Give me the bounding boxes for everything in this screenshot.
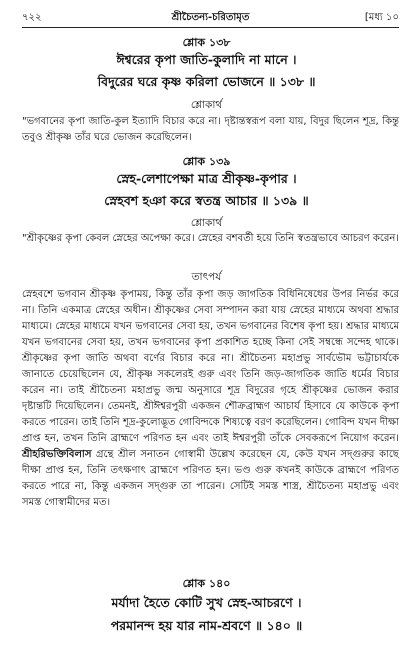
purport-text-b: গ্রন্থে শ্রীল সনাতন গোস্বামী উল্লেখ করেছেন যে, কেউ যখন সদ্‌গুরুর কাছে দীক্ষা প্রাপ্ত হন, তিনি তৎক্ষণাৎ ব্রাহ্মণে পরিণত হন। ভণ্ড গুরু কখনই কাউকে ব্রাহ্মণে পরিণত করতে পারে না, কিন্তু একজন সদ্‌গুরু তা পারেন। সেটিই সমস্ত শাস্ত্র, শ্রীচৈতন্য মহাপ্রভু এবং সমস্ত গোস্বামীদের মত। — [22, 449, 399, 508]
header-rule — [22, 27, 399, 28]
purport-text-a: স্নেহবশে ভগবান শ্রীকৃষ্ণ কৃপাময়, কিন্তু তাঁর কৃপা জড় জাগতিক বিধিনিষেধের উপর নির্ভর করে না। তিনি একমাত্র স্নেহের অধীন। শ্রীকৃষ্ণের সেবা সম্পাদন করা যায় স্নেহের মাধ্যমে অথবা শ্রদ্ধার মাধ্যমে। স্নেহের মাধ্যমে যখন ভগবানের সেবা হয়, তখন ভগবানের বিশেষ কৃপা হয়। শ্রদ্ধার মাধ্যমে যখন ভগবানের সেবা হয়, তখন ভগবানের কৃপা প্রকাশিত হচ্ছে কিনা সেই সম্বন্ধে সন্দেহ থাকে। শ্রীকৃষ্ণের কৃপা জাতি অথবা বর্ণের বিচার করে না। শ্রীচৈতন্য মহাপ্রভু সার্বভৌম ভট্টাচার্যকে জানাতে চেয়েছিলেন যে, শ্রীকৃষ্ণ সকলেরই গুরু এবং তিনি জড়-জাগতিক জাতি ধর্মের বিচার করেন না। তাই শ্রীচৈতন্য মহাপ্রভু জন্ম অনুসারে শূদ্র বিদুরের গৃহে শ্রীকৃষ্ণের ভোজন করার দৃষ্টান্তটি দিয়েছিলেন। তেমনই, শ্রীঈশ্বরপুরী একজন শৌক্রব্রাহ্মণ আচার্য হিসাবে যে কাউকে কৃপা করতে পারেন। তাই তিনি শূদ্র-কুলোদ্ভূত গোবিন্দকে শিষ্যত্বে বরণ করেছিলেন। গোবিন্দ যখন দীক্ষা প্রাপ্ত হন, তখন তিনি ব্রাহ্মণে পরিণত হন এবং তাই ঈশ্বরপুরী তাঁকে সেবকরূপে নিয়োগ করেন। — [22, 289, 399, 444]
page-number: ৭২২ — [22, 12, 42, 23]
chapter-label: [মধ্য ১০ — [364, 12, 399, 23]
verse-139-line-1: স্নেহ-লেশাপেক্ষা মাত্র শ্রীকৃষ্ণ-কৃপার । — [116, 171, 297, 186]
verse-138-line-1: ঈশ্বরের কৃপা জাতি-কুলাদি না মানে । — [116, 52, 297, 67]
book-title: শ্রীচৈতন্য-চরিতামৃত — [171, 12, 250, 23]
verse-140-line-1: মর্যাদা হৈতে কোটি সুখ স্নেহ-আচরণে । — [111, 595, 302, 610]
verse-138-translation-label: শ্লোকার্থ — [190, 99, 223, 111]
verse-138-line-2: বিদুরের ঘরে কৃষ্ণ করিলা ভোজনে ॥ ১৩৮ ॥ — [97, 74, 316, 89]
verse-139-translation: "শ্রীকৃষ্ণের কৃপা কেবল স্নেহের অপেক্ষা করে। স্নেহের বশবর্তী হয়ে তিনি স্বতন্ত্রভাবে আচরণ করেন। — [22, 233, 399, 244]
verse-140-line-2: পরমানন্দ হয় যার নাম-শ্রবণে ॥ ১৪০ ॥ — [110, 618, 303, 633]
verse-140-heading: শ্লোক ১৪০ — [182, 577, 231, 590]
verse-138-heading: শ্লোক ১৩৮ — [182, 36, 231, 49]
verse-139-heading: শ্লোক ১৩৯ — [182, 155, 231, 168]
running-header — [22, 10, 399, 26]
verse-139-line-2: স্নেহবশ হঞা করে স্বতন্ত্র আচার ॥ ১৩৯ ॥ — [104, 193, 309, 208]
purport-body — [22, 287, 399, 511]
purport-book-title: শ্রীহরিভক্তিবিলাস — [22, 449, 92, 460]
verse-138-translation: "ভগবানের কৃপা জাতি-কুল ইত্যাদি বিচার করে না। দৃষ্টান্তস্বরূপ বলা যায়, বিদুর ছিলেন শূদ্র, কিন্তু তবুও শ্রীকৃষ্ণ তাঁর ঘরে ভোজন করেছিলেন। — [22, 116, 399, 143]
verse-139-translation-label: শ্লোকার্থ — [190, 217, 223, 229]
purport-label: তাৎপর্য — [191, 271, 222, 283]
